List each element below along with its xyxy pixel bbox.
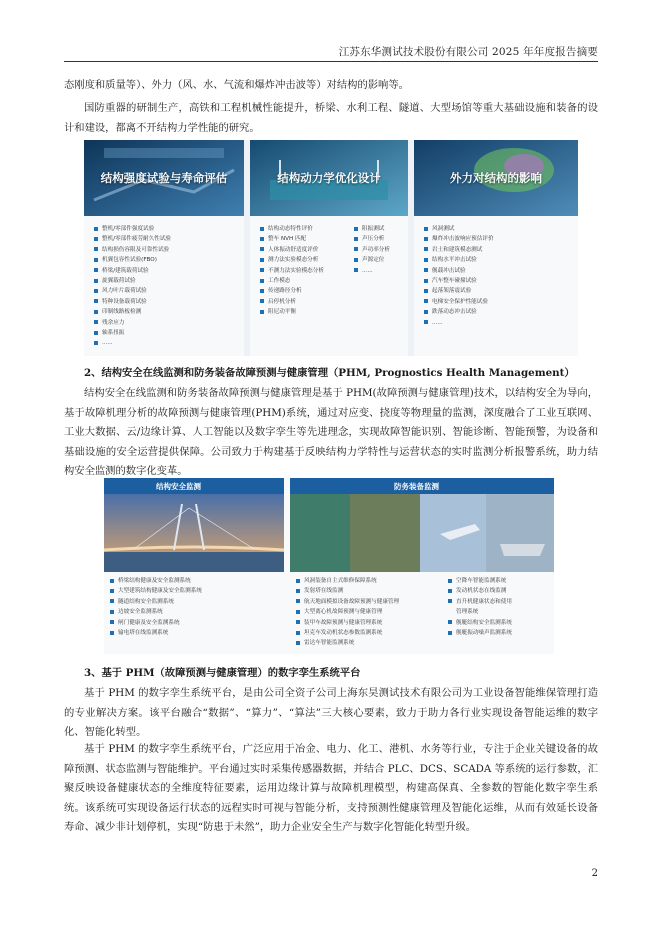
list-item: 航天地面模拟设备故障预测与健康管理 (296, 597, 399, 607)
list-item: 空降车智能监测系统 (448, 576, 512, 586)
list-item: 结构动态特性评价 (260, 224, 324, 234)
list-item: 特种设备载荷试验 (94, 297, 171, 307)
strength-item-list (94, 224, 171, 349)
list-item: 边坡安全监测系统 (110, 607, 202, 617)
list-item: 爆炸冲击波响应预估评价 (424, 234, 494, 244)
list-item: 汽车整车碰撞试验 (424, 276, 494, 286)
list-item: 风力叶片载荷试验 (94, 286, 171, 296)
list-item: 岩土和建筑模态测试 (424, 245, 494, 255)
section-3-heading: 3、基于 PHM（故障预测与健康管理）的数字孪生系统平台 (84, 667, 361, 679)
report-header-title: 江苏东华测试技术股份有限公司 2025 年年度报告摘要 (338, 46, 598, 58)
panel-dynamics-design (250, 140, 408, 356)
list-item: 传递路径分析 (260, 286, 324, 296)
list-item: 跌落动态冲击试验 (424, 307, 494, 317)
defense-monitoring-banner (290, 478, 554, 494)
panel-title-strength: 结构强度试验与寿命评估 (100, 171, 228, 185)
list-item: 阻尼动平衡 (260, 307, 324, 317)
structural-monitoring-title: 结构安全监测 (156, 482, 201, 491)
list-item: 测力法实验模态分析 (260, 255, 324, 265)
section-2-heading: 2、结构安全在线监测和防务装备故障预测与健康管理（PHM, Prognostics Health Management） (84, 367, 575, 379)
list-item: 不测力法实验模态分析 (260, 266, 324, 276)
list-item: 闸门健康及安全监测系统 (110, 618, 202, 628)
list-item: 输电塔在线监测系统 (110, 628, 202, 638)
list-item: 隧道结构安全监测系统 (110, 597, 202, 607)
list-item: 电梯安全保护性能试验 (424, 297, 494, 307)
list-item: 舰艇振动噪声监测系统 (448, 628, 512, 638)
page-number: 2 (591, 868, 598, 879)
dynamics-item-list (260, 224, 324, 318)
list-item: 人体振动舒适度评价 (260, 245, 324, 255)
panel-title-external: 外力对结构的影响 (450, 171, 542, 185)
panel-strength-testing (84, 140, 244, 356)
list-item: 大型建筑结构健康及安全监测系统 (110, 586, 202, 596)
list-item: 装甲车故障预测与健康管理系统 (296, 618, 399, 628)
panel-title-dynamics: 结构动力学优化设计 (277, 171, 381, 185)
panel-external-forces (414, 140, 578, 356)
list-item: 启停机分析 (260, 297, 324, 307)
header-divider (64, 61, 598, 62)
defense-monitoring-list (296, 576, 399, 649)
defense-equipment-image (290, 494, 554, 572)
list-item: 结构水平冲击试验 (424, 255, 494, 265)
list-item: 阻振测试 (354, 224, 390, 234)
list-item: 残余应力 (94, 318, 171, 328)
list-item: 风洞装备自主式维修保障系统 (296, 576, 399, 586)
list-item: 管理系统 (456, 609, 479, 616)
list-item: 坦克车发动机状态参数监测系统 (296, 628, 399, 638)
list-item: 起落架落震试验 (424, 286, 494, 296)
structural-monitoring-banner (104, 478, 284, 494)
list-item: ...... (94, 338, 171, 348)
list-item: 声压分析 (354, 234, 390, 244)
section-2-paragraph: 结构安全在线监测和防务装备故障预测与健康管理是基于 PHM(故障预测与健康管理)技术，以结构安全为导向，基于故障机理分析的故障预测与健康管理(PHM)系统，通过对应变、挠度等物理量的监测，深度融合了工业互联网、工业大数据、云/边缘计算、人工智能以及数字孪生等先进理念，实现故障智能识别、智能诊断、智能预警，为设备和基础设施的安全运营提供保障。公司致力于构建基于反映结构力学特性与运营状态的实时监测分析报警系统，助力结构安全监测的数字化变革。 (64, 387, 598, 477)
list-item: 机翼包容性试验(FBO) (94, 255, 171, 265)
list-item: 声源定位 (354, 255, 390, 265)
list-item: 结构损伤容限及可靠性试验 (94, 245, 171, 255)
list-item: 发射塔在线监测 (296, 586, 399, 596)
list-item: 大型离心机故障预测与健康管理 (296, 607, 399, 617)
list-item: 舰载冲击试验 (424, 266, 494, 276)
list-item: 整机/零部件疲劳耐久性试验 (94, 234, 171, 244)
intro-paragraph: 国防重器的研制生产，高铁和工程机械性能提升，桥梁、水利工程、隧道、大型场馆等重大基础设施和装备的设计和建设，都离不开结构力学性能的研究。 (64, 102, 598, 134)
list-item: 整机/零部件强度试验 (94, 224, 171, 234)
external-item-list (424, 224, 494, 328)
list-item: 轴系扭振 (94, 328, 171, 338)
list-item: ...... (424, 318, 494, 328)
section-3-paragraph-1: 基于 PHM 的数字孪生系统平台，是由公司全资子公司上海东昊测试技术有限公司为工业设备智能维保管理打造的专业解决方案。该平台融合“数据”、“算力”、“算法”三大核心要素，致力于助力各行业实现设备智能运维的数字化、智能化转型。 (64, 687, 598, 738)
list-item: 风洞测试 (424, 224, 494, 234)
list-item: 桥梁结构健康及安全监测系统 (110, 576, 202, 586)
monitoring-figure (104, 478, 554, 654)
list-item: 旋翼载荷试验 (94, 276, 171, 286)
list-item: 舰艇结构安全监测系统 (448, 618, 512, 628)
list-item: 直升机健康状态和使用 (448, 597, 512, 607)
list-item: 声功率分析 (354, 245, 390, 255)
acoustic-item-list (354, 224, 390, 276)
vehicle-monitoring-list (448, 576, 512, 638)
intro-line: 态刚度和质量等）、外力（风、水、气流和爆炸冲击波等）对结构的影响等。 (64, 79, 409, 91)
structural-monitoring-list (110, 576, 202, 638)
list-item: 桥梁/建筑载荷试验 (94, 266, 171, 276)
list-item: 发动机状态在线监测 (448, 586, 512, 596)
list-item: 印制线路板检测 (94, 307, 171, 317)
structural-mechanics-figure (84, 140, 578, 356)
list-item: 工作模态 (260, 276, 324, 286)
list-item: 雷达车智能监测系统 (296, 638, 399, 648)
list-item: ...... (354, 266, 390, 276)
section-3-paragraph-2: 基于 PHM 的数字孪生系统平台，广泛应用于冶金、电力、化工、港机、水务等行业，专注于企业关键设备的故障预测、状态监测与智能维护。平台通过实时采集传感器数据，并结合 PLC、DCS、SCADA 等系统的运行参数，汇聚反映设备健康状态的全维度特征要素，运用边缘计算与故障机理模型，构建高保真、全参数的智能化数字孪生系统。该系统可实现设备运行状态的远程实时可视与智能分析，支持预测性健康管理及智能化运维，从而有效延长设备寿命、减少非计划停机，实现“防患于未然”，助力企业安全生产与数字化智能化转型升级。 (64, 743, 598, 833)
list-item: 整车 NVH 匹配 (260, 234, 324, 244)
bridge-image (104, 494, 284, 572)
defense-monitoring-title: 防务装备监测 (394, 482, 439, 491)
